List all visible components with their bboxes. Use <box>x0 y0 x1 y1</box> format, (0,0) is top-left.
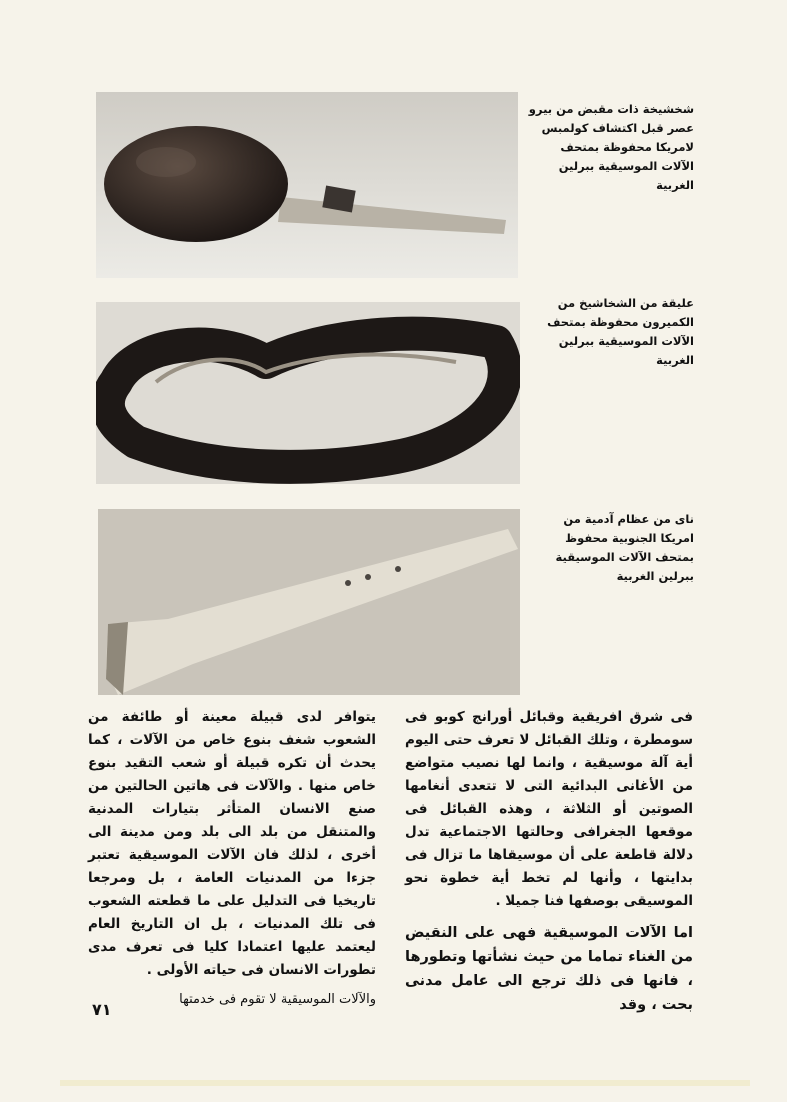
left-column-continuation: والآلات الموسيقية لا تقوم فى خدمتها <box>179 992 376 1007</box>
right-column-paragraph: فى شرق افريقية وقبائل أورانج كوبو فى سومطرة ، وتلك القبائل لا تعرف حتى اليوم أية آلة موسيقية ، وانما لها نصيب متواضع من الأغانى البدائية التى لا تتعدى أنغامها الصوتين أو الثلاثة ، وهذه القبائل فى موقعها الجغرافى وحالتها الاجتماعية تدل دلالة قاطعة على أن موسيقاها ما تزال فى بدايتها ، وأنها لم تخط أية خطوة نحو الموسيقى بوصفها فنا جميلا . <box>405 709 693 909</box>
flute-caption: ناى من عظام آدمية من امريكا الجنوبية محفوظ بمتحف الآلات الموسيقية ببرلين الغربية <box>555 512 694 583</box>
bottom-strip <box>60 1080 750 1086</box>
right-text-column <box>405 706 693 1017</box>
necklace-photo <box>96 302 520 484</box>
page-number: ٧١ <box>92 1000 112 1019</box>
flute-photo <box>98 509 520 695</box>
shaker-caption: شخشيخة ذات مقبض من بيرو عصر قبل اكتشاف كولمبس لامريكا محفوظة بمتحف الآلات الموسيقية ببرلين الغربية <box>528 102 694 192</box>
left-text-column <box>88 706 376 1011</box>
shaker-photo <box>96 92 518 278</box>
necklace-caption: عليقة من الشخاشيخ من الكميرون محفوظة بمتحف الآلات الموسيقية ببرلين الغربية <box>547 296 694 367</box>
right-column-lead: اما الآلات الموسيقية فهى على النقيض من الغناء تماما من حيث نشأتها وتطورها ، فانها فى ذلك ترجع الى عامل مدنى بحت ، وقد <box>405 925 693 1013</box>
left-column-paragraph: يتوافر لدى قبيلة معينة أو طائفة من الشعوب شغف بنوع خاص من الآلات ، كما يحدث أن تكره قبيلة أو شعب التقيد بنوع خاص منها . والآلات فى هاتين الحالتين من صنع الانسان المتأثر بتيارات المدنية والمتنقل من بلد الى بلد ومن مدينة الى أخرى ، لذلك فان الآلات الموسيقية تعتبر جزءا من المدنيات العامة ، بل ومرجعا تاريخيا فى التدليل على ما قطعته الشعوب فى تلك المدنيات ، بل ان التاريخ العام ليعتمد عليها اعتمادا كليا فى تعرف مدى تطورات الانسان فى حياته الأولى . <box>88 709 376 978</box>
